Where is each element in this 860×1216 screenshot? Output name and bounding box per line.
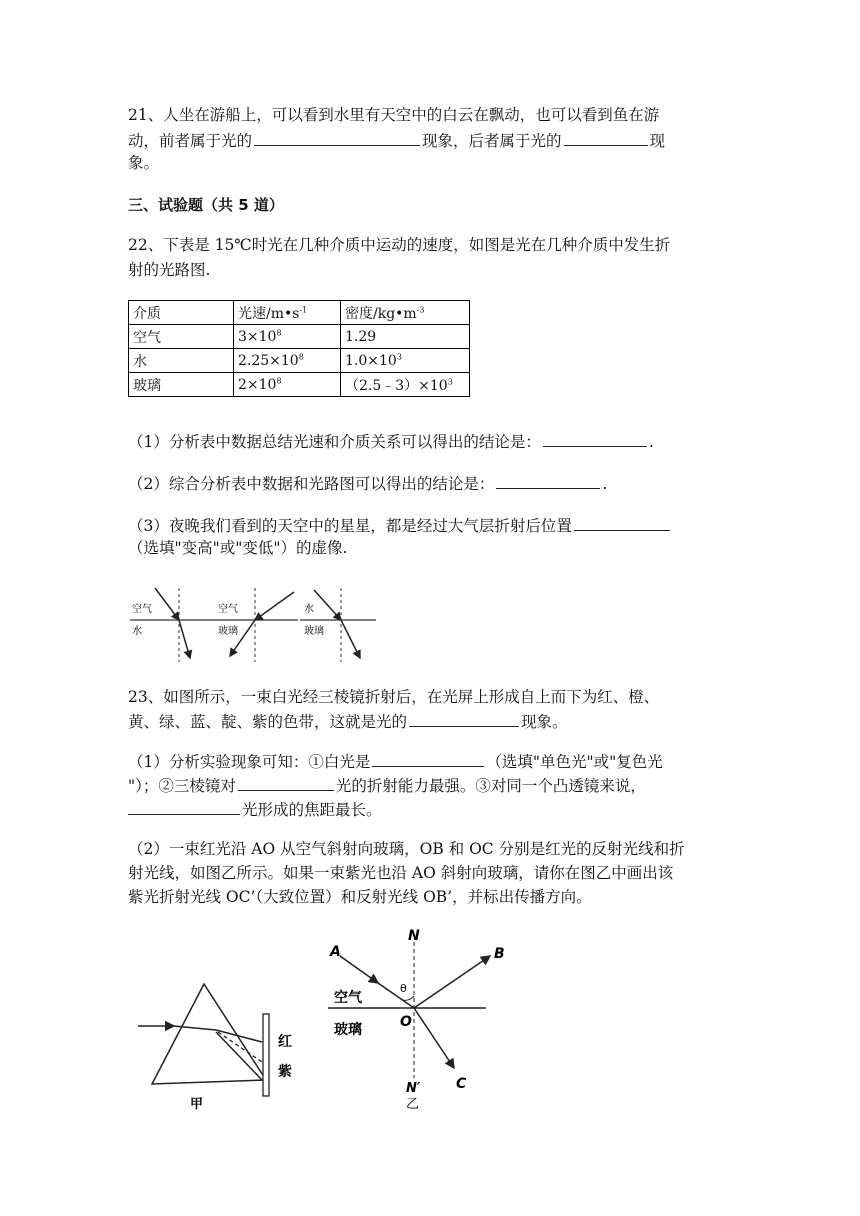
q22-part3-line2: （选填"变高"或"变低"）的虚像. xyxy=(128,539,348,557)
header-medium: 介质 xyxy=(129,301,234,325)
cell-density: 1.29 xyxy=(341,325,470,349)
q22-part3-line1 xyxy=(128,514,672,537)
section-title: 三、试验题（共 5 道） xyxy=(128,196,284,214)
q23-blank-4[interactable] xyxy=(128,798,240,815)
q22-part2-text: （2）综合分析表中数据和光路图可以得出的结论是： xyxy=(128,475,495,493)
q21-line3: 象。 xyxy=(128,154,160,172)
q21-text-c: 现 xyxy=(649,132,666,150)
caption-jia: 甲 xyxy=(190,1097,204,1112)
label-N: N xyxy=(408,928,420,944)
label-air: 空气 xyxy=(334,990,362,1006)
label-water: 水 xyxy=(132,626,142,637)
ray-OC xyxy=(414,1008,454,1068)
q23-part2-line3: 紫光折射光线 OC’（大致位置）和反射光线 OB’，并标出传播方向。 xyxy=(128,888,592,906)
label-B: B xyxy=(494,946,505,962)
table-row xyxy=(129,349,470,373)
refraction-figure-water-glass xyxy=(300,588,376,662)
q22-blank-2[interactable] xyxy=(496,472,600,489)
label-glass: 玻璃 xyxy=(334,1022,362,1038)
q23-part1-line1 xyxy=(128,750,663,773)
ray-OB xyxy=(414,956,490,1008)
q21-line1: 21、人坐在游船上，可以看到水里有天空中的白云在飘动，也可以看到鱼在游 xyxy=(128,106,660,124)
q23-intro-1: 23、如图所示，一束白光经三棱镜折射后，在光屏上形成自上而下为红、橙、 xyxy=(128,688,660,706)
label-red: 红 xyxy=(278,1034,292,1050)
cell-speed: $2\times 10^8$ xyxy=(234,373,341,397)
q22-blank-1[interactable] xyxy=(543,430,647,447)
q23-part2-line1: （2）一束红光沿 AO 从空气斜射向玻璃，OB 和 OC 分别是红光的反射光线和折 xyxy=(128,840,685,858)
ray-AO-arrow xyxy=(340,956,378,983)
theta-arc xyxy=(402,996,414,1000)
cell-density: $(2.5﹣3)\times 10^3$ xyxy=(341,373,470,397)
q23-intro-end: 现象。 xyxy=(521,713,568,731)
q23-part1-text-a: （1）分析实验现象可知：①白光是 xyxy=(128,753,371,771)
q21-text-a: 动，前者属于光的 xyxy=(128,132,253,150)
q23-part1-text-e: 光形成的焦距最长。 xyxy=(242,801,382,819)
cell-density: $1.0\times 10^3$ xyxy=(341,349,470,373)
q22-part1 xyxy=(128,430,654,453)
prism-icon xyxy=(152,984,266,1084)
speed-density-table xyxy=(128,300,470,397)
label-theta: θ xyxy=(400,982,407,995)
ray-AO xyxy=(378,983,414,1008)
q21-blank-2[interactable] xyxy=(564,129,648,146)
table-row xyxy=(129,325,470,349)
cell-speed: $3\times 10^8$ xyxy=(234,325,341,349)
light-screen xyxy=(263,1014,269,1096)
cell-medium: 空气 xyxy=(129,325,234,349)
q23-part1-line3 xyxy=(128,798,382,821)
cell-speed: $2.25\times 10^8$ xyxy=(234,349,341,373)
refraction-figure-air-glass xyxy=(216,588,298,662)
table-row xyxy=(129,373,470,397)
prism-figure xyxy=(138,976,308,1112)
label-A: A xyxy=(330,944,341,960)
q22-blank-3[interactable] xyxy=(574,514,670,531)
q23-part1-text-b: （选填"单色光"或"复色光 xyxy=(486,753,663,771)
cell-medium: 玻璃 xyxy=(129,373,234,397)
label-purple: 紫 xyxy=(278,1064,292,1080)
table-header-row xyxy=(129,301,470,325)
label-glass: 玻璃 xyxy=(218,626,238,637)
q23-blank-2[interactable] xyxy=(372,750,484,767)
label-glass: 玻璃 xyxy=(304,626,324,637)
label-C: C xyxy=(456,1076,467,1092)
q22-intro-2: 射的光路图. xyxy=(128,261,211,279)
label-N-prime: N′ xyxy=(406,1081,421,1096)
q23-blank-1[interactable] xyxy=(409,710,519,727)
q22-part2-end: . xyxy=(602,475,608,493)
q21-blank-1[interactable] xyxy=(254,129,420,146)
q22-part3-text: （3）夜晚我们看到的天空中的星星，都是经过大气层折射后位置 xyxy=(128,517,572,535)
q23-part1-line2 xyxy=(128,774,646,797)
cell-medium: 水 xyxy=(129,349,234,373)
q23-part1-text-c: "）；②三棱镜对 xyxy=(128,777,236,795)
q23-intro-2 xyxy=(128,710,568,733)
q22-part2 xyxy=(128,472,607,495)
label-air: 空气 xyxy=(132,604,152,615)
label-water: 水 xyxy=(304,604,314,615)
reflection-refraction-figure xyxy=(316,928,516,1112)
caption-yi: 乙 xyxy=(406,1097,420,1112)
q22-part1-end: . xyxy=(648,433,654,451)
q22-intro-1: 22、下表是 15℃时光在几种介质中运动的速度，如图是光在几种介质中发生折 xyxy=(128,236,671,254)
header-speed: 光速$/m•s^{-1}$ xyxy=(234,301,341,325)
q21-text-b: 现象，后者属于光的 xyxy=(422,132,562,150)
header-density: 密度$/kg•m^{-3}$ xyxy=(341,301,470,325)
q21-line2 xyxy=(128,129,665,152)
q23-intro-text: 黄、绿、蓝、靛、紫的色带，这就是光的 xyxy=(128,713,408,731)
q23-part1-text-d: 光的折射能力最强。③对同一个凸透镜来说， xyxy=(335,777,646,795)
refraction-diagrams xyxy=(128,584,378,664)
label-O: O xyxy=(400,1014,412,1030)
q23-blank-3[interactable] xyxy=(238,774,334,791)
label-air: 空气 xyxy=(218,604,238,615)
q22-part1-text: （1）分析表中数据总结光速和介质关系可以得出的结论是： xyxy=(128,433,541,451)
q23-part2-line2: 射光线，如图乙所示。如果一束紫光也沿 AO 斜射向玻璃，请你在图乙中画出该 xyxy=(128,864,674,882)
refraction-figure-air-water xyxy=(130,588,216,662)
